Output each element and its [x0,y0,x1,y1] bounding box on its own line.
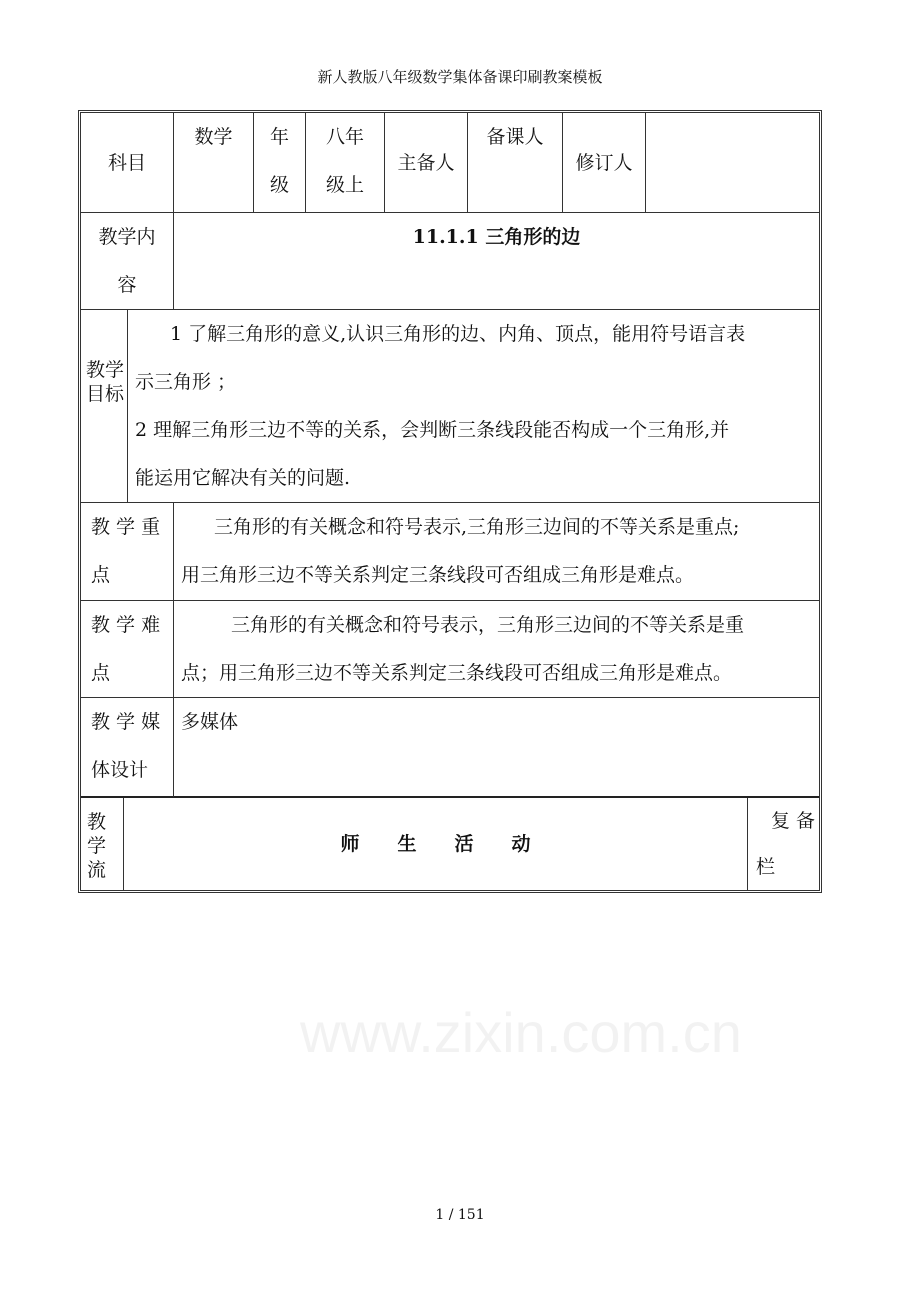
difficult-line: 三角形的有关概念和符号表示，三角形三边间的不等关系是重 [231,614,745,636]
content-title: 11.1.1 三角形的边 [174,213,819,310]
difficult-label-line: 教 学 难 [91,614,161,636]
media-label [81,698,174,798]
review-column-header [748,798,819,890]
grade-label [254,113,306,213]
media-label-line: 体设计 [91,759,149,781]
grade-value-line: 八年 [325,126,364,148]
media-label-line: 教 学 媒 [91,711,161,733]
page-header: 新人教版八年级数学集体备课印刷教案模板 [317,68,603,86]
content-label-line: 教学内 [98,226,156,248]
goal-line: 2 理解三角形三边不等的关系，会判断三条线段能否构成一个三角形,并 [135,419,730,441]
key-points-label [81,503,174,601]
difficult-points-text [174,601,819,698]
difficult-points-label [81,601,174,698]
grade-label-line: 级 [269,174,289,196]
key-line: 用三角形三边不等关系判定三条线段可否组成三角形是难点。 [181,564,695,586]
subject-label: 科目 [81,113,174,213]
difficult-line: 点；用三角形三边不等关系判定三条线段可否组成三角形是难点。 [181,662,733,684]
goals-label: 教学目标 [81,310,128,503]
key-label-line: 教 学 重 [91,516,161,538]
watermark: www.zixin.com.cn [300,1001,742,1064]
goal-line: 示三角形 ； [135,371,237,393]
flow-label: 教学流 [81,798,124,890]
difficult-label-line: 点 [91,662,111,684]
content-label-line: 容 [117,274,137,296]
goals-text [128,310,819,503]
key-label-line: 点 [91,564,111,586]
preparer-label: 备课人 [468,113,563,213]
key-line: 三角形的有关概念和符号表示,三角形三边间的不等关系是重点; [214,516,740,538]
grade-value-line: 级上 [325,174,364,196]
teacher-student-activity-header: 师 生 活 动 [124,798,748,890]
reviser-label: 修订人 [563,113,646,213]
media-value: 多媒体 [174,698,819,798]
reviser-value [646,113,819,213]
content-label [81,213,174,310]
grade-value [306,113,385,213]
key-points-text [174,503,819,601]
goal-line: 能运用它解决有关的问题. [135,467,351,489]
review-label-line: 栏 [756,856,776,878]
review-label-line: 复 备 [770,810,815,832]
grade-label-line: 年 [269,126,289,148]
page-number: 1 / 151 [435,1207,485,1223]
lesson-plan-table [78,110,822,893]
subject-value: 数学 [174,113,254,213]
goal-line: 1 了解三角形的意义,认识三角形的边、内角、顶点，能用符号语言表 [170,323,746,345]
lead-preparer-label: 主备人 [385,113,468,213]
